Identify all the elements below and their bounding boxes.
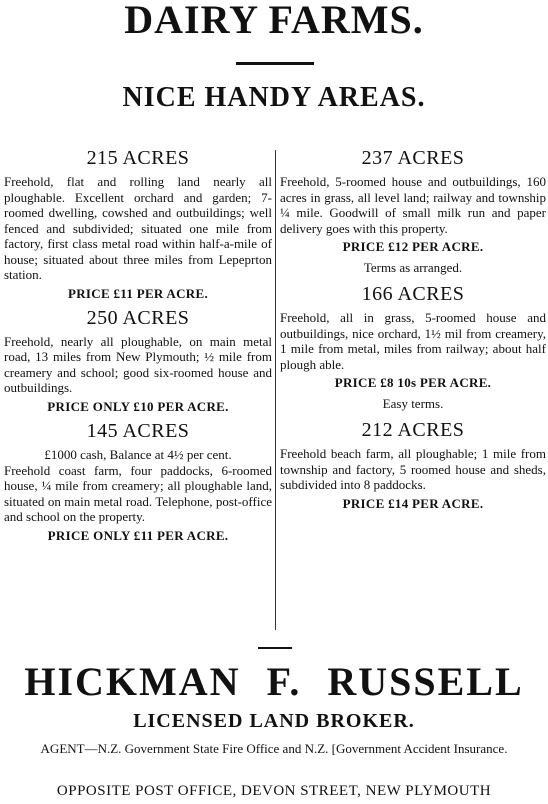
- listing-description: Freehold, 5-roomed house and outbuildings, 160 acres in grass, all level land; railway and township ¼ mile. Goodwill of small milk run and paper delivery goes with this property.: [280, 174, 546, 236]
- listing-212-acres: [280, 418, 546, 512]
- right-column: [280, 144, 546, 516]
- listing-terms: Easy terms.: [382, 396, 444, 411]
- agent-line: AGENT—N.Z. Government State Fire Office and N.Z. [Government Accident Insurance.: [40, 741, 508, 756]
- listing-166-acres: [280, 282, 546, 412]
- footer-rule: [258, 647, 292, 649]
- listing-terms: Terms as arranged.: [363, 260, 463, 275]
- listing-215-acres: [4, 146, 272, 302]
- left-column: [4, 144, 272, 548]
- listing-price: PRICE £14 PER ACRE.: [342, 495, 484, 511]
- headline-rule: [236, 62, 314, 65]
- listing-description: Freehold, nearly all ploughable, on main metal road, 13 miles from New Plymouth; ½ mile from creamery and school; good six-roomed house and outbuildings.: [4, 333, 272, 395]
- listing-acres: 212 ACRES: [361, 419, 465, 441]
- column-divider: [275, 150, 276, 630]
- listing-acres: 250 ACRES: [86, 306, 190, 329]
- broker-title: LICENSED LAND BROKER.: [133, 710, 415, 732]
- listing-acres: 215 ACRES: [86, 147, 190, 169]
- listing-price: PRICE ONLY £10 PER ACRE.: [47, 398, 229, 414]
- listing-price: PRICE ONLY £11 PER ACRE.: [47, 527, 229, 543]
- listing-250-acres: [4, 306, 272, 415]
- listing-description: Freehold, all in grass, 5-roomed house and outbuildings, nice orchard, 1½ mil from creamery, 1 mile from metal, miles from railway; about half plough able.: [280, 310, 546, 372]
- office-address: OPPOSITE POST OFFICE, DEVON STREET, NEW PLYMOUTH: [56, 783, 492, 799]
- listing-price: PRICE £8 10s PER ACRE.: [334, 375, 492, 390]
- listing-description: Freehold, flat and rolling land nearly all ploughable. Excellent orchard and garden; 7-roomed dwelling, cowshed and outbuildings; well fenced and subdivided; situated one mile from factory, first class metal road within half-a-mile of house; situated about three miles from Lepeprton station.: [4, 174, 272, 282]
- headline: DAIRY FARMS.: [124, 0, 424, 42]
- listing-terms-note: £1000 cash, Balance at 4½ per cent.: [44, 446, 232, 462]
- listing-description: Freehold coast farm, four paddocks, 6-roomed house, ¼ mile from creamery; all ploughable land, situated on main metal road. Telephone, post-office and school on the property.: [4, 462, 272, 524]
- listing-price: PRICE £12 PER ACRE.: [342, 239, 484, 254]
- listing-145-acres: [4, 419, 272, 544]
- listing-acres: 145 ACRES: [86, 419, 190, 442]
- listing-description: Freehold beach farm, all ploughable; 1 mile from township and factory, 5 roomed house and sheds, subdivided into 8 paddocks.: [280, 446, 546, 492]
- listing-acres: 237 ACRES: [361, 147, 465, 169]
- subheadline: NICE HANDY AREAS.: [122, 82, 426, 113]
- listing-237-acres: [280, 146, 546, 276]
- listing-price: PRICE £11 PER ACRE.: [67, 285, 209, 301]
- listing-acres: 166 ACRES: [361, 283, 465, 305]
- broker-name: HICKMAN F. RUSSELL: [24, 659, 524, 704]
